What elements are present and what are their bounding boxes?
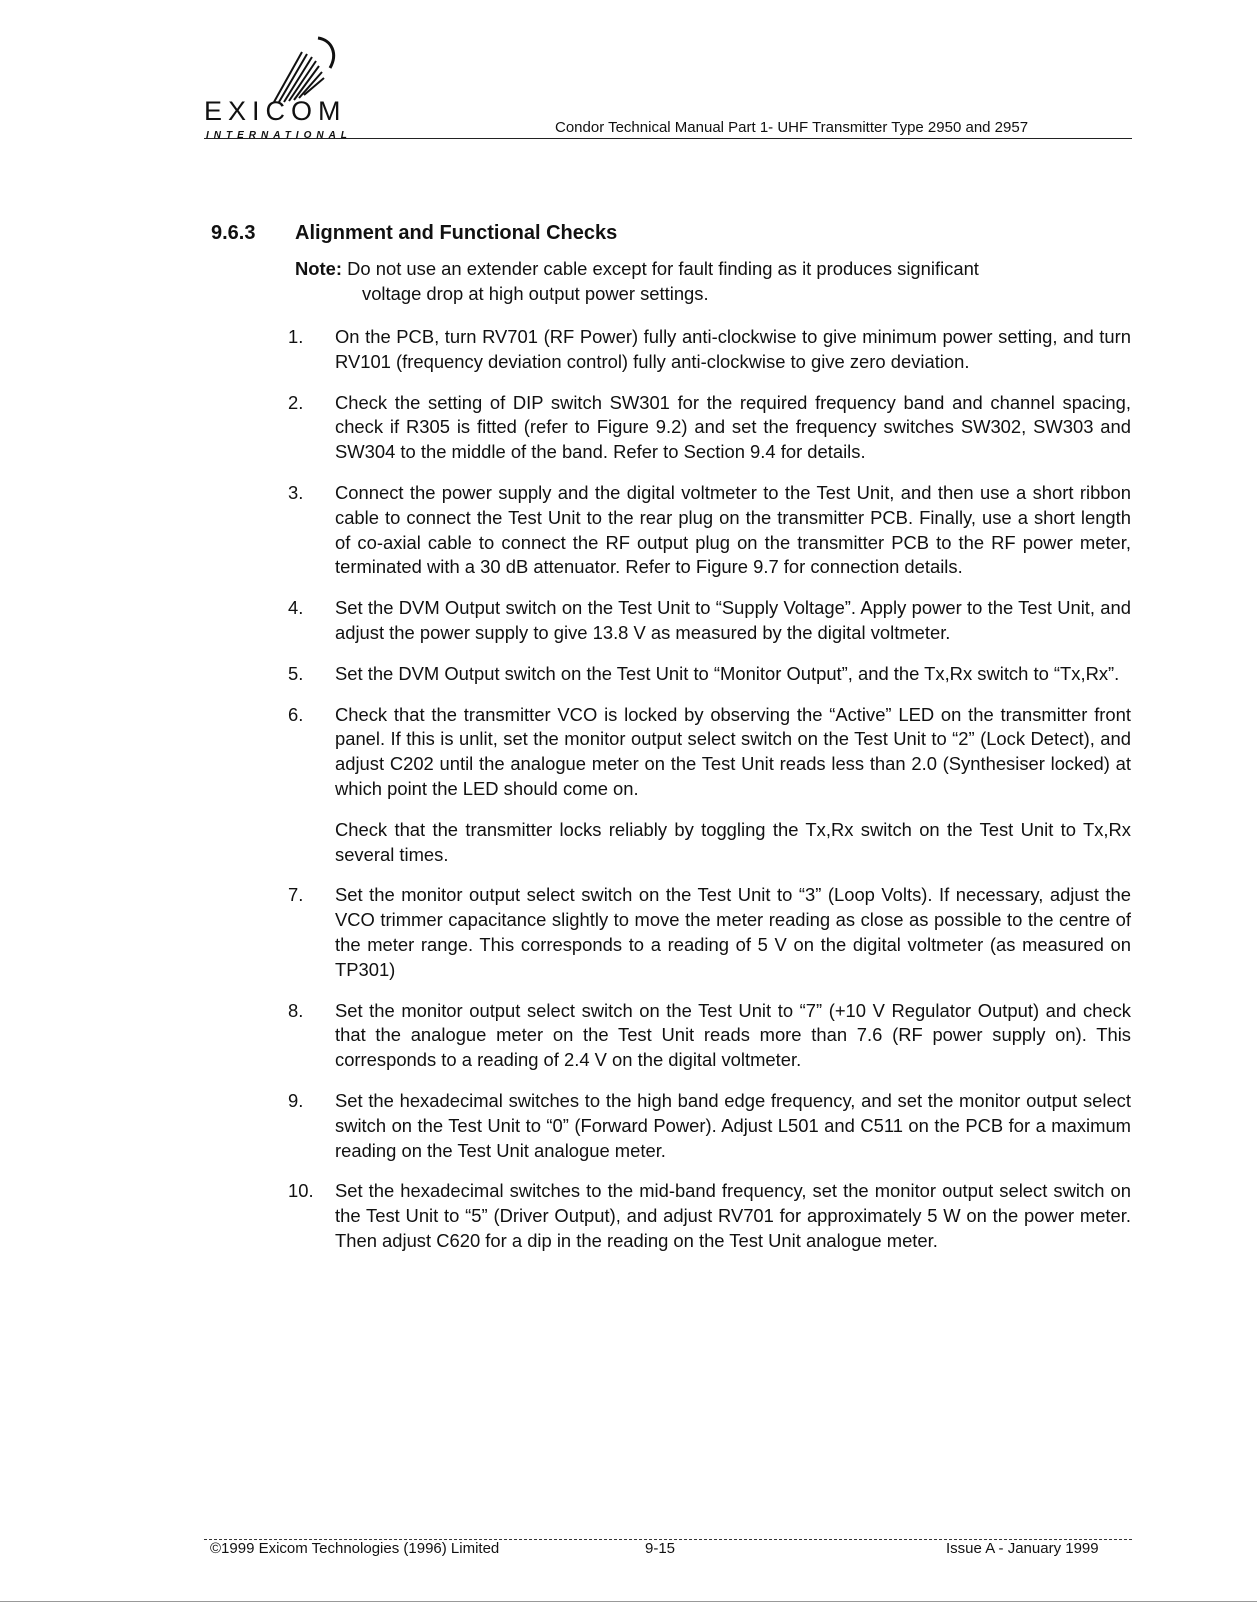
procedure-step (288, 662, 1131, 687)
procedure-step (288, 883, 1131, 982)
step-body (335, 325, 1131, 375)
step-paragraph: Set the DVM Output switch on the Test Unit to “Supply Voltage”. Apply power to the Test Unit, and adjust the power supply to give 13.8 V as measured by the digital voltmeter. (335, 597, 1131, 643)
section-number: 9.6.3 (211, 222, 256, 244)
step-number: 6. (288, 703, 304, 725)
procedure-steps (288, 325, 1131, 1270)
step-number: 5. (288, 662, 304, 684)
step-paragraph: Connect the power supply and the digital voltmeter to the Test Unit, and then use a short ribbon cable to connect the Test Unit to the rear plug on the transmitter PCB. Finally, use a short length of co-axial cable to connect the RF output plug on the transmitter PCB to the RF power meter, terminated with a 30 dB attenuator. Refer to Figure 9.7 for connection details. (335, 481, 1131, 578)
logo-wordmark: EXICOM (204, 96, 347, 126)
section-heading (211, 222, 617, 245)
step-paragraph: Set the hexadecimal switches to the mid-band frequency, set the monitor output select switch on the Test Unit to “5” (Driver Output), and adjust RV701 for approximately 5 W on the power meter. Then adjust C620 for a dip in the reading on the Test Unit analogue meter. (335, 1180, 1131, 1251)
step-body (335, 481, 1131, 580)
note-text-2: voltage drop at high output power settings. (362, 283, 709, 304)
procedure-step (288, 703, 1131, 868)
procedure-step (288, 391, 1131, 465)
step-body (335, 703, 1131, 868)
procedure-step (288, 596, 1131, 646)
step-paragraph: Set the monitor output select switch on the Test Unit to “7” (+10 V Regulator Output) and check that the analogue meter on the Test Unit reads more than 7.6 (RF power supply on). This corresponds to a reading of 2.4 V on the digital voltmeter. (335, 999, 1131, 1071)
manual-title: Condor Technical Manual Part 1- UHF Transmitter Type 2950 and 2957 (555, 119, 1029, 136)
step-paragraph: Set the monitor output select switch on the Test Unit to “3” (Loop Volts). If necessary, adjust the VCO trimmer capacitance slightly to move the meter reading as close as possible to the centre of the meter range. This corresponds to a reading of 5 V on the digital voltmeter (as measured on TP301) (335, 884, 1131, 980)
company-logo (204, 30, 404, 140)
header-divider (204, 138, 1132, 139)
note-block (295, 256, 1130, 306)
step-number: 9. (288, 1089, 304, 1111)
step-number: 4. (288, 597, 304, 619)
step-paragraph: Set the hexadecimal switches to the high band edge frequency, and set the monitor output select switch on the Test Unit to “0” (Forward Power). Adjust L501 and C511 on the PCB for a maximum reading on the Test Unit analogue meter. (335, 1089, 1131, 1161)
step-number: 7. (288, 884, 304, 906)
step-paragraph: Check that the transmitter locks reliably by toggling the Tx,Rx switch on the Test Unit to Tx,Rx several times. (335, 818, 1131, 865)
note-line-1 (295, 256, 1130, 281)
note-text-1: Do not use an extender cable except for fault finding as it produces significant (347, 258, 979, 279)
step-body (335, 662, 1131, 687)
page-number: 9-15 (645, 1540, 676, 1557)
step-body (335, 1089, 1131, 1163)
step-paragraph: On the PCB, turn RV701 (RF Power) fully anti-clockwise to give minimum power setting, and turn RV101 (frequency deviation control) fully anti-clockwise to give zero deviation. (335, 326, 1131, 372)
procedure-step (288, 1179, 1131, 1253)
step-number: 8. (288, 999, 304, 1021)
section-title: Alignment and Functional Checks (295, 222, 618, 244)
footer-issue: Issue A - January 1999 (946, 1540, 1099, 1557)
procedure-step (288, 325, 1131, 375)
logo-subtitle: INTERNATIONAL (206, 130, 352, 141)
step-body (335, 391, 1131, 465)
step-paragraph: Check that the transmitter VCO is locked by observing the “Active” LED on the transmitter front panel. If this is unlit, set the monitor output select switch on the Test Unit to “2” (Lock Detect), and adjust C202 until the analogue meter on the Test Unit reads less than 2.0 (Synthesiser locked) at which point the LED should come on. (335, 703, 1131, 799)
procedure-step (288, 1089, 1131, 1163)
step-number: 2. (288, 391, 304, 413)
step-body (335, 596, 1131, 646)
step-body (335, 999, 1131, 1073)
footer-copyright: ©1999 Exicom Technologies (1996) Limited (210, 1540, 500, 1557)
logo-emblem-icon (252, 30, 342, 105)
step-paragraph: Check the setting of DIP switch SW301 for the required frequency band and channel spacing, check if R305 is fitted (refer to Figure 9.2) and set the frequency switches SW302, SW303 and SW304 to the middle of the band. Refer to Section 9.4 for details. (335, 391, 1131, 463)
step-paragraph: Set the DVM Output switch on the Test Unit to “Monitor Output”, and the Tx,Rx switch to “Tx,Rx”. (335, 662, 1120, 684)
page-edge-line (0, 1601, 1257, 1602)
procedure-step (288, 999, 1131, 1073)
procedure-step (288, 481, 1131, 580)
step-body (335, 883, 1131, 982)
step-number: 3. (288, 481, 304, 503)
step-number: 10. (288, 1180, 314, 1202)
step-body (335, 1179, 1131, 1253)
note-label: Note: (295, 258, 342, 279)
step-number: 1. (288, 326, 304, 347)
